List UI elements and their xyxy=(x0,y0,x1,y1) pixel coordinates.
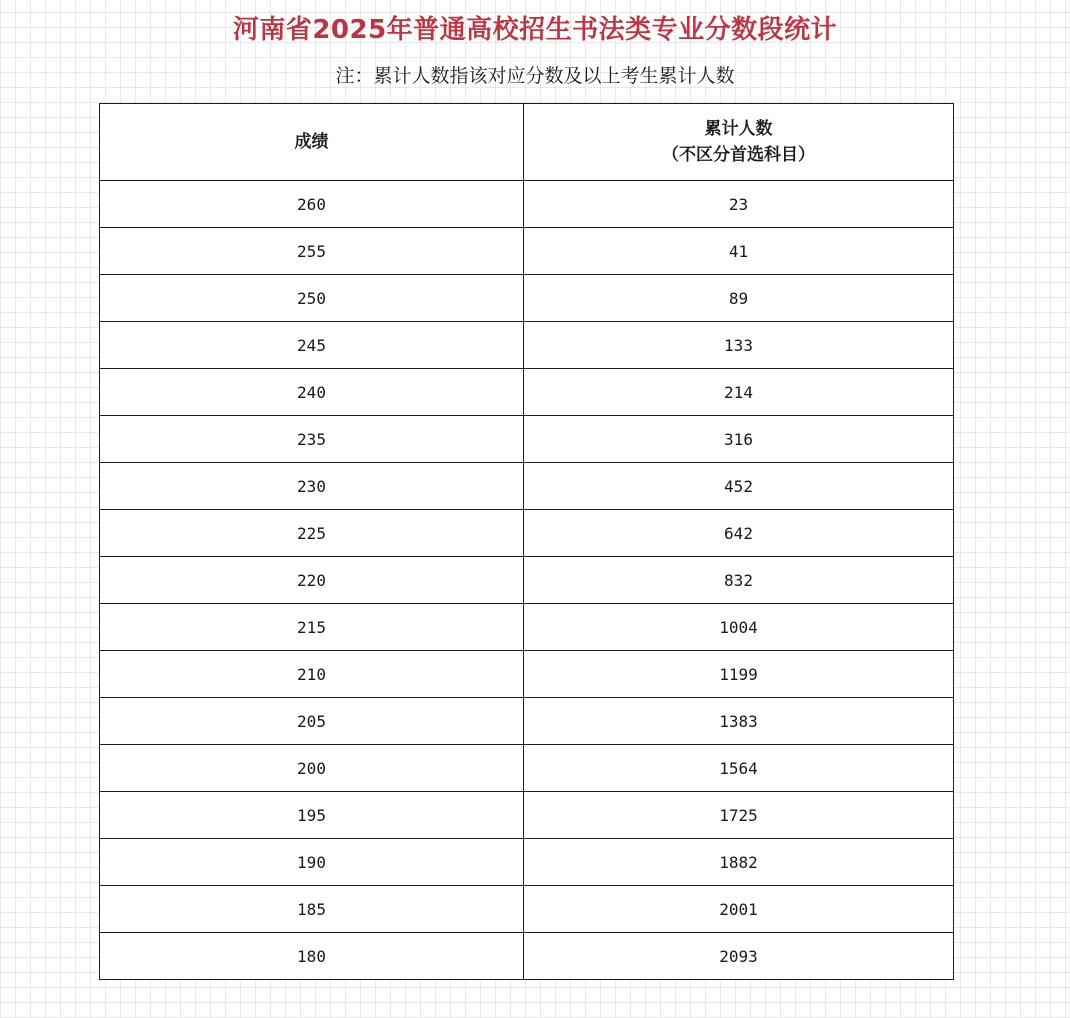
table-row xyxy=(100,557,954,604)
header-cumulative-line2: （不区分首选科目） xyxy=(662,145,815,165)
cumulative-count-cell: 89 xyxy=(524,275,954,322)
table-row xyxy=(100,651,954,698)
score-cell: 240 xyxy=(100,369,524,416)
score-table-container xyxy=(99,103,953,980)
cumulative-count-cell: 832 xyxy=(524,557,954,604)
cumulative-count-cell: 41 xyxy=(524,228,954,275)
cumulative-count-cell: 1882 xyxy=(524,839,954,886)
score-cell: 205 xyxy=(100,698,524,745)
header-score: 成绩 xyxy=(100,104,524,181)
cumulative-count-cell: 23 xyxy=(524,181,954,228)
header-cumulative-count xyxy=(524,104,954,181)
cumulative-count-cell: 452 xyxy=(524,463,954,510)
cumulative-count-cell: 1004 xyxy=(524,604,954,651)
table-row xyxy=(100,463,954,510)
score-cell: 250 xyxy=(100,275,524,322)
score-cell: 215 xyxy=(100,604,524,651)
table-row xyxy=(100,416,954,463)
score-cell: 260 xyxy=(100,181,524,228)
cumulative-count-cell: 642 xyxy=(524,510,954,557)
table-row xyxy=(100,181,954,228)
cumulative-count-cell: 214 xyxy=(524,369,954,416)
table-row xyxy=(100,604,954,651)
table-row xyxy=(100,698,954,745)
score-cell: 245 xyxy=(100,322,524,369)
table-header-row xyxy=(100,104,954,181)
score-cell: 195 xyxy=(100,792,524,839)
cumulative-count-cell: 1725 xyxy=(524,792,954,839)
score-cell: 185 xyxy=(100,886,524,933)
score-cell: 180 xyxy=(100,933,524,980)
table-row xyxy=(100,933,954,980)
table-row xyxy=(100,745,954,792)
table-row xyxy=(100,886,954,933)
cumulative-count-cell: 2093 xyxy=(524,933,954,980)
score-cell: 220 xyxy=(100,557,524,604)
table-row xyxy=(100,275,954,322)
table-row xyxy=(100,369,954,416)
table-row xyxy=(100,228,954,275)
cumulative-count-cell: 1199 xyxy=(524,651,954,698)
score-cell: 255 xyxy=(100,228,524,275)
score-table xyxy=(99,103,954,980)
cumulative-count-cell: 316 xyxy=(524,416,954,463)
header-cumulative-line1: 累计人数 xyxy=(704,119,773,139)
table-note: 注：累计人数指该对应分数及以上考生累计人数 xyxy=(335,65,735,87)
cumulative-count-cell: 133 xyxy=(524,322,954,369)
score-cell: 200 xyxy=(100,745,524,792)
cumulative-count-cell: 1564 xyxy=(524,745,954,792)
cumulative-count-cell: 1383 xyxy=(524,698,954,745)
table-row xyxy=(100,792,954,839)
score-cell: 230 xyxy=(100,463,524,510)
score-cell: 210 xyxy=(100,651,524,698)
cumulative-count-cell: 2001 xyxy=(524,886,954,933)
score-cell: 235 xyxy=(100,416,524,463)
score-cell: 190 xyxy=(100,839,524,886)
table-body xyxy=(100,181,954,980)
page-title: 河南省2025年普通高校招生书法类专业分数段统计 xyxy=(232,15,838,45)
score-cell: 225 xyxy=(100,510,524,557)
table-row xyxy=(100,510,954,557)
table-row xyxy=(100,839,954,886)
table-row xyxy=(100,322,954,369)
